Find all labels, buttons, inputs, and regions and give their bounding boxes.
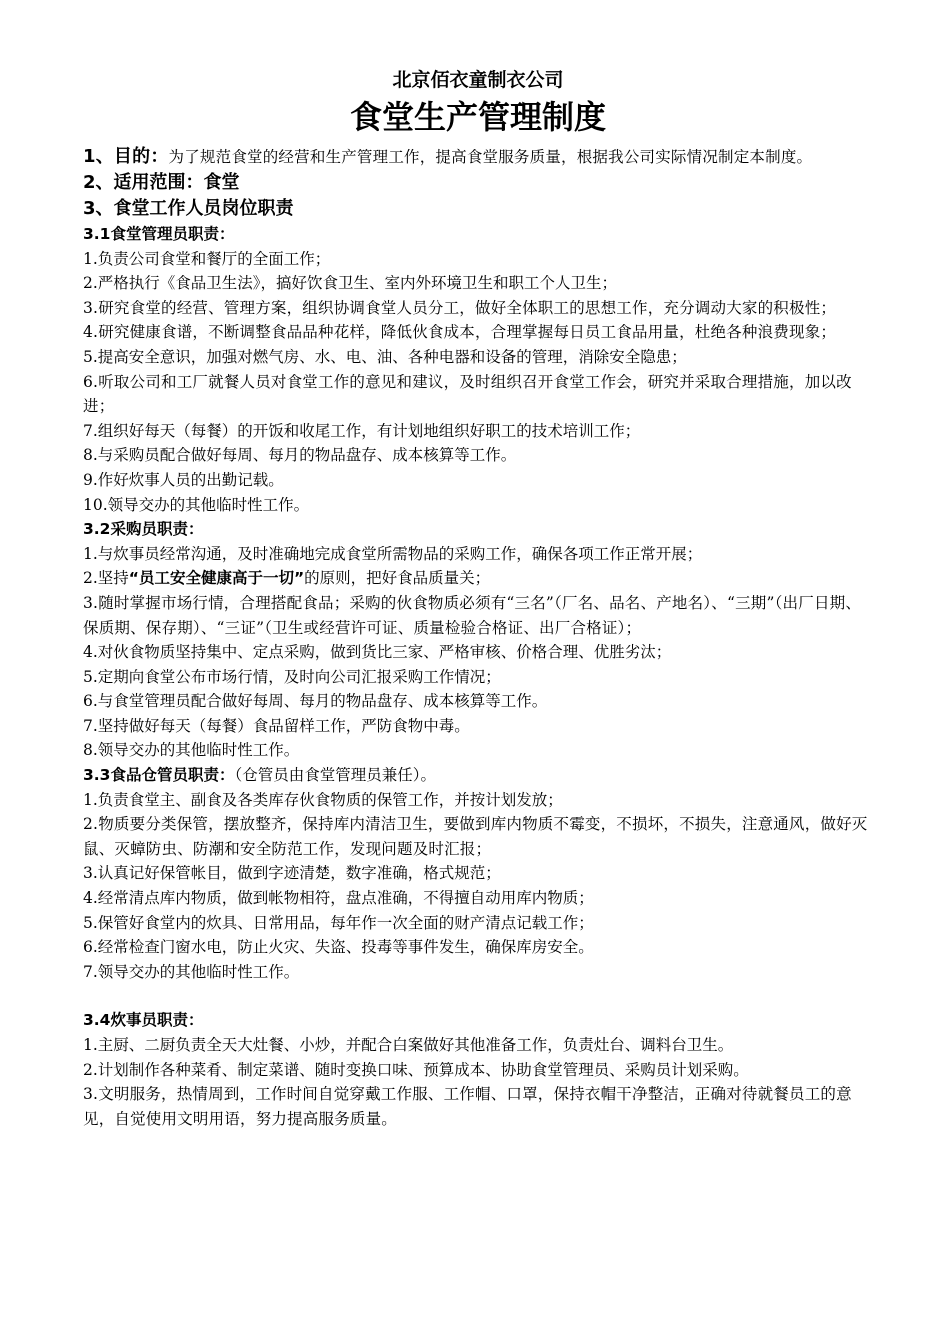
item-text: 2.坚持 bbox=[83, 569, 129, 588]
list-item: 3.随时掌握市场行情，合理搭配食品；采购的伙食物质必须有“三名”（厂名、品名、产地名）、“三期”（出厂日期、保质期、保存期）、“三证”（卫生或经营许可证、质量检验合格证、出厂合格证）； bbox=[83, 593, 862, 637]
list-item: 7.坚持做好每天（每餐）食品留样工作，严防食物中毒。 bbox=[83, 716, 470, 735]
list-item: 2.计划制作各种菜肴、制定菜谱、随时变换口味、预算成本、协助食堂管理员、采购员计划采购。 bbox=[83, 1060, 749, 1079]
company-name: 北京佰衣童制衣公司 bbox=[392, 69, 564, 91]
list-item: 3.研究食堂的经营、管理方案，组织协调食堂人员分工，做好全体职工的思想工作，充分调动大家的积极性； bbox=[83, 298, 837, 317]
list-item: 9.作好炊事人员的出勤记载。 bbox=[83, 470, 284, 489]
list-item: 1.主厨、二厨负责全天大灶餐、小炒，并配合白案做好其他准备工作，负责灶台、调料台卫生。 bbox=[83, 1036, 734, 1054]
list-item: 10.领导交办的其他临时性工作。 bbox=[83, 495, 310, 514]
section-3-3-note: （仓管员由食堂管理员兼任）。 bbox=[234, 766, 436, 785]
list-item: 1.负责食堂主、副食及各类库存伙食物质的保管工作，并按计划发放； bbox=[83, 790, 563, 809]
purpose-heading: 1、目的： bbox=[83, 146, 169, 167]
section-3-3-list bbox=[83, 788, 873, 985]
list-item: 4.对伙食物质坚持集中、定点采购，做到货比三家、严格审核、价格合理、优胜劣汰； bbox=[83, 643, 672, 662]
document-title: 食堂生产管理制度 bbox=[349, 98, 606, 136]
section-3-heading: 3、食堂工作人员岗位职责 bbox=[83, 198, 294, 219]
list-item: 3.认真记好保管帐目，做到字迹清楚，数字准确，格式规范； bbox=[83, 864, 501, 883]
section-3-1-list bbox=[83, 247, 873, 518]
list-item: 4.研究健康食谱，不断调整食品品种花样，降低伙食成本，合理掌握每日员工食品用量，杜绝各种浪费现象； bbox=[83, 323, 837, 342]
spacer bbox=[83, 984, 873, 1008]
list-item: 3.文明服务，热情周到，工作时间自觉穿戴工作服、工作帽、口罩，保持衣帽干净整洁，正确对待就餐员工的意见，自觉使用文明用语，努力提高服务质量。 bbox=[83, 1085, 852, 1128]
scope-heading: 2、适用范围：食堂 bbox=[83, 172, 240, 193]
list-item: 7.组织好每天（每餐）的开饭和收尾工作，有计划地组织好职工的技术培训工作； bbox=[83, 421, 641, 440]
list-item: 8.领导交办的其他临时性工作。 bbox=[83, 741, 300, 760]
list-item: 6.经常检查门窗水电，防止火灾、失盗、投毒等事件发生，确保库房安全。 bbox=[83, 938, 594, 957]
document-page bbox=[83, 66, 873, 1131]
section-3-2-list bbox=[83, 542, 873, 763]
list-item: 5.定期向食堂公布市场行情，及时向公司汇报采购工作情况； bbox=[83, 667, 501, 686]
item-text: 的原则，把好食品质量关； bbox=[304, 569, 491, 588]
list-item: 4.经常清点库内物质，做到帐物相符，盘点准确，不得擅自动用库内物质； bbox=[83, 889, 594, 908]
list-item bbox=[83, 566, 873, 591]
list-item: 7.领导交办的其他临时性工作。 bbox=[83, 962, 300, 981]
section-3-4-heading: 3.4炊事员职责： bbox=[83, 1011, 204, 1030]
list-item: 5.保管好食堂内的炊具、日常用品，每年作一次全面的财产清点记载工作； bbox=[83, 913, 594, 932]
section-3-1-heading: 3.1食堂管理员职责： bbox=[83, 225, 235, 243]
list-item: 1.与炊事员经常沟通，及时准确地完成食堂所需物品的采购工作，确保各项工作正常开展； bbox=[83, 544, 703, 563]
section-3-3-heading-row bbox=[83, 763, 873, 788]
list-item: 8.与采购员配合做好每周、每月的物品盘存、成本核算等工作。 bbox=[83, 446, 517, 465]
list-item: 6.听取公司和工厂就餐人员对食堂工作的意见和建议，及时组织召开食堂工作会，研究并采取合理措施，加以改进； bbox=[83, 372, 852, 416]
emphasis-text: “员工安全健康高于一切” bbox=[128, 569, 305, 588]
list-item: 5.提高安全意识，加强对燃气房、水、电、油、各种电器和设备的管理，消除安全隐患； bbox=[83, 347, 687, 366]
list-item: 6.与食堂管理员配合做好每周、每月的物品盘存、成本核算等工作。 bbox=[83, 692, 548, 711]
purpose-text: 为了规范食堂的经营和生产管理工作，提高食堂服务质量，根据我公司实际情况制定本制度。 bbox=[168, 148, 813, 166]
purpose-paragraph bbox=[83, 144, 873, 170]
list-item: 1.负责公司食堂和餐厅的全面工作； bbox=[83, 249, 331, 268]
section-3-2-heading: 3.2采购员职责： bbox=[83, 520, 204, 539]
section-3-3-heading: 3.3食品仓管员职责： bbox=[83, 766, 235, 785]
list-item: 2.严格执行《食品卫生法》，搞好饮食卫生、室内外环境卫生和职工个人卫生； bbox=[83, 274, 618, 293]
section-3-4-list bbox=[83, 1033, 873, 1131]
list-item: 2.物质要分类保管，摆放整齐，保持库内清洁卫生，要做到库内物质不霉变，不损坏，不损失，注意通风，做好灭鼠、灭蟑防虫、防潮和安全防范工作，发现问题及时汇报； bbox=[83, 815, 868, 858]
